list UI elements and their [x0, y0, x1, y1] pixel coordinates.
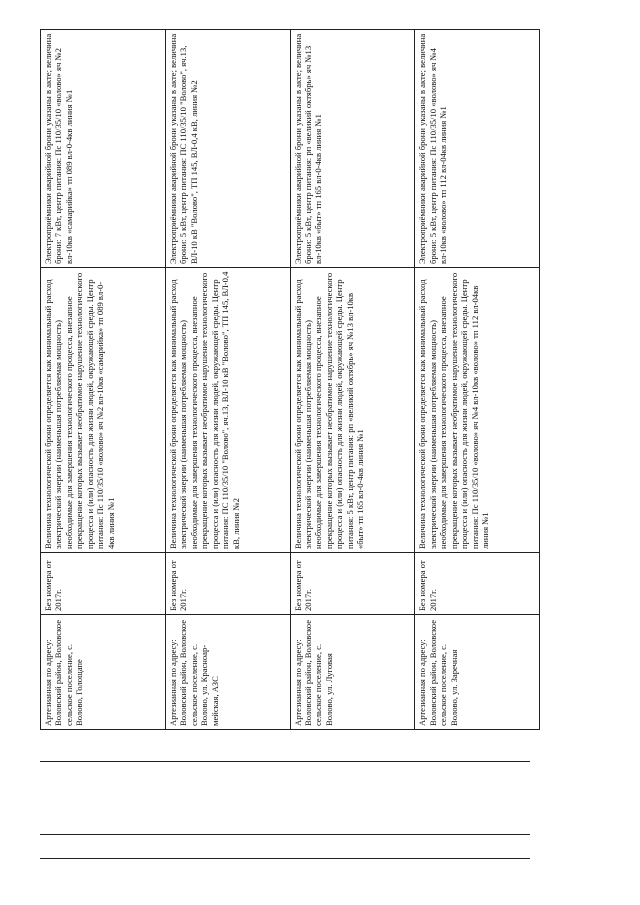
description-cell: Величина технологической брони определяется как минимальный расход электрической энергии (наименьшая потребляемая мощность) необходимые для завершения технологического процесса, внезапное прекращение которых вызывает необратимое нарушение технологического процесса и (или) опасность для жизни людей, окружающей среды. Центр питания: Пс 110/35/10 «волово» яч №4 вл-10кв «волово» тп 112 вл-04кв линия №1 [415, 268, 540, 553]
table-row [290, 30, 415, 730]
address-cell: Артезианная по адресу: Воловский район, Воловское сельское поселение, с. Волово, ул. Красноар-мейская, АЗС [165, 615, 290, 730]
table-row [41, 30, 166, 730]
table-row [165, 30, 290, 730]
number-cell: Без номера от 2017г. [165, 553, 290, 615]
divider-line [40, 834, 530, 835]
note-cell: Электроприёмники аварийной брони указаны в акте; величина брони: 7 кВт, центр питания: Пс 110/35/10 «волово» яч №2 вл-10кв «самарийка» тп 089 вл-0-4кв линия №1 [41, 30, 166, 268]
divider-line [40, 858, 530, 859]
note-cell: Электроприёмники аварийной брони указаны в акте; величина брони: 5 кВт, центр питания: Пс 110/35/10 «волово» яч №4 вл-10кв «волово» тп 112 вл-04кв линия №1 [415, 30, 540, 268]
number-cell: Без номера от 2017г. [415, 553, 540, 615]
address-cell: Артезианная по адресу: Воловский район, Воловское сельское поселение, с. Волово, ул. Заречная [415, 615, 540, 730]
description-cell: Величина технологической брони определяется как минимальный расход электрической энергии (наименьшая потребляемая мощность) необходимые для завершения технологического процесса, внезапное прекращение которых вызывает необратимое нарушение технологического процесса и (или) опасность для жизни людей, окружающей среды. Центр питания: ПС 110/35/10 "Волово", яч.13, ВЛ-10 кВ "Волово", ТП 145, ВЛ-0,4 кВ, линия №2 [165, 268, 290, 553]
address-cell: Артезианная по адресу: Воловский район, Воловское сельское поселение, с. Волово, ул. Луговая [290, 615, 415, 730]
note-cell: Электроприёмники аварийной брони указаны в акте; величина брони: 5 кВт, центр питания: ПС 110/35/10 "Волово", яч.13, ВЛ-10 кВ "Волово", ТП 145, ВЛ-0,4 кВ, линия №2 [165, 30, 290, 268]
note-cell: Электроприёмники аварийной брони указаны в акте; величина брони: 5 кВт, центр питания: рп «великий октябрь» яч №13 вл-10кв «быт» тп 165 вл-0-4кв линия №1 [290, 30, 415, 268]
description-cell: Величина технологической брони определяется как минимальный расход электрической энергии (наименьшая потребляемая мощность) необходимые для завершения технологического процесса, внезапное прекращение которых вызывает необратимое нарушение технологического процесса и (или) опасность для жизни людей, окружающей среды. Центр питания: 5 кВт, центр питания: рп «великий октябрь» яч №13 вл-10кв «быт» тп 165 вл-0-4кв линия №1 [290, 268, 415, 553]
number-cell: Без номера от 2017г. [41, 553, 166, 615]
table-row [415, 30, 540, 730]
reservation-table [40, 29, 540, 730]
description-cell: Величина технологической брони определяется как минимальный расход электрической энергии (наименьшая потребляемая мощность) необходимые для завершения технологического процесса, внезапное прекращение которых вызывает необратимое нарушение технологического процесса и (или) опасность для жизни людей, окружающей среды. Центр питания: Пс 110/35/10 «волово» яч №2 вл-10кв «самарийка» тп 089 вл-0-4кв линия №1 [41, 268, 166, 553]
document-page [40, 30, 540, 730]
number-cell: Без номера от 2017г. [290, 553, 415, 615]
address-cell: Артезианная по адресу: Воловский район, Воловское сельское поселение, с. Волово, Голощапе [41, 615, 166, 730]
rotated-table-container [40, 30, 540, 730]
divider-line [40, 761, 530, 762]
